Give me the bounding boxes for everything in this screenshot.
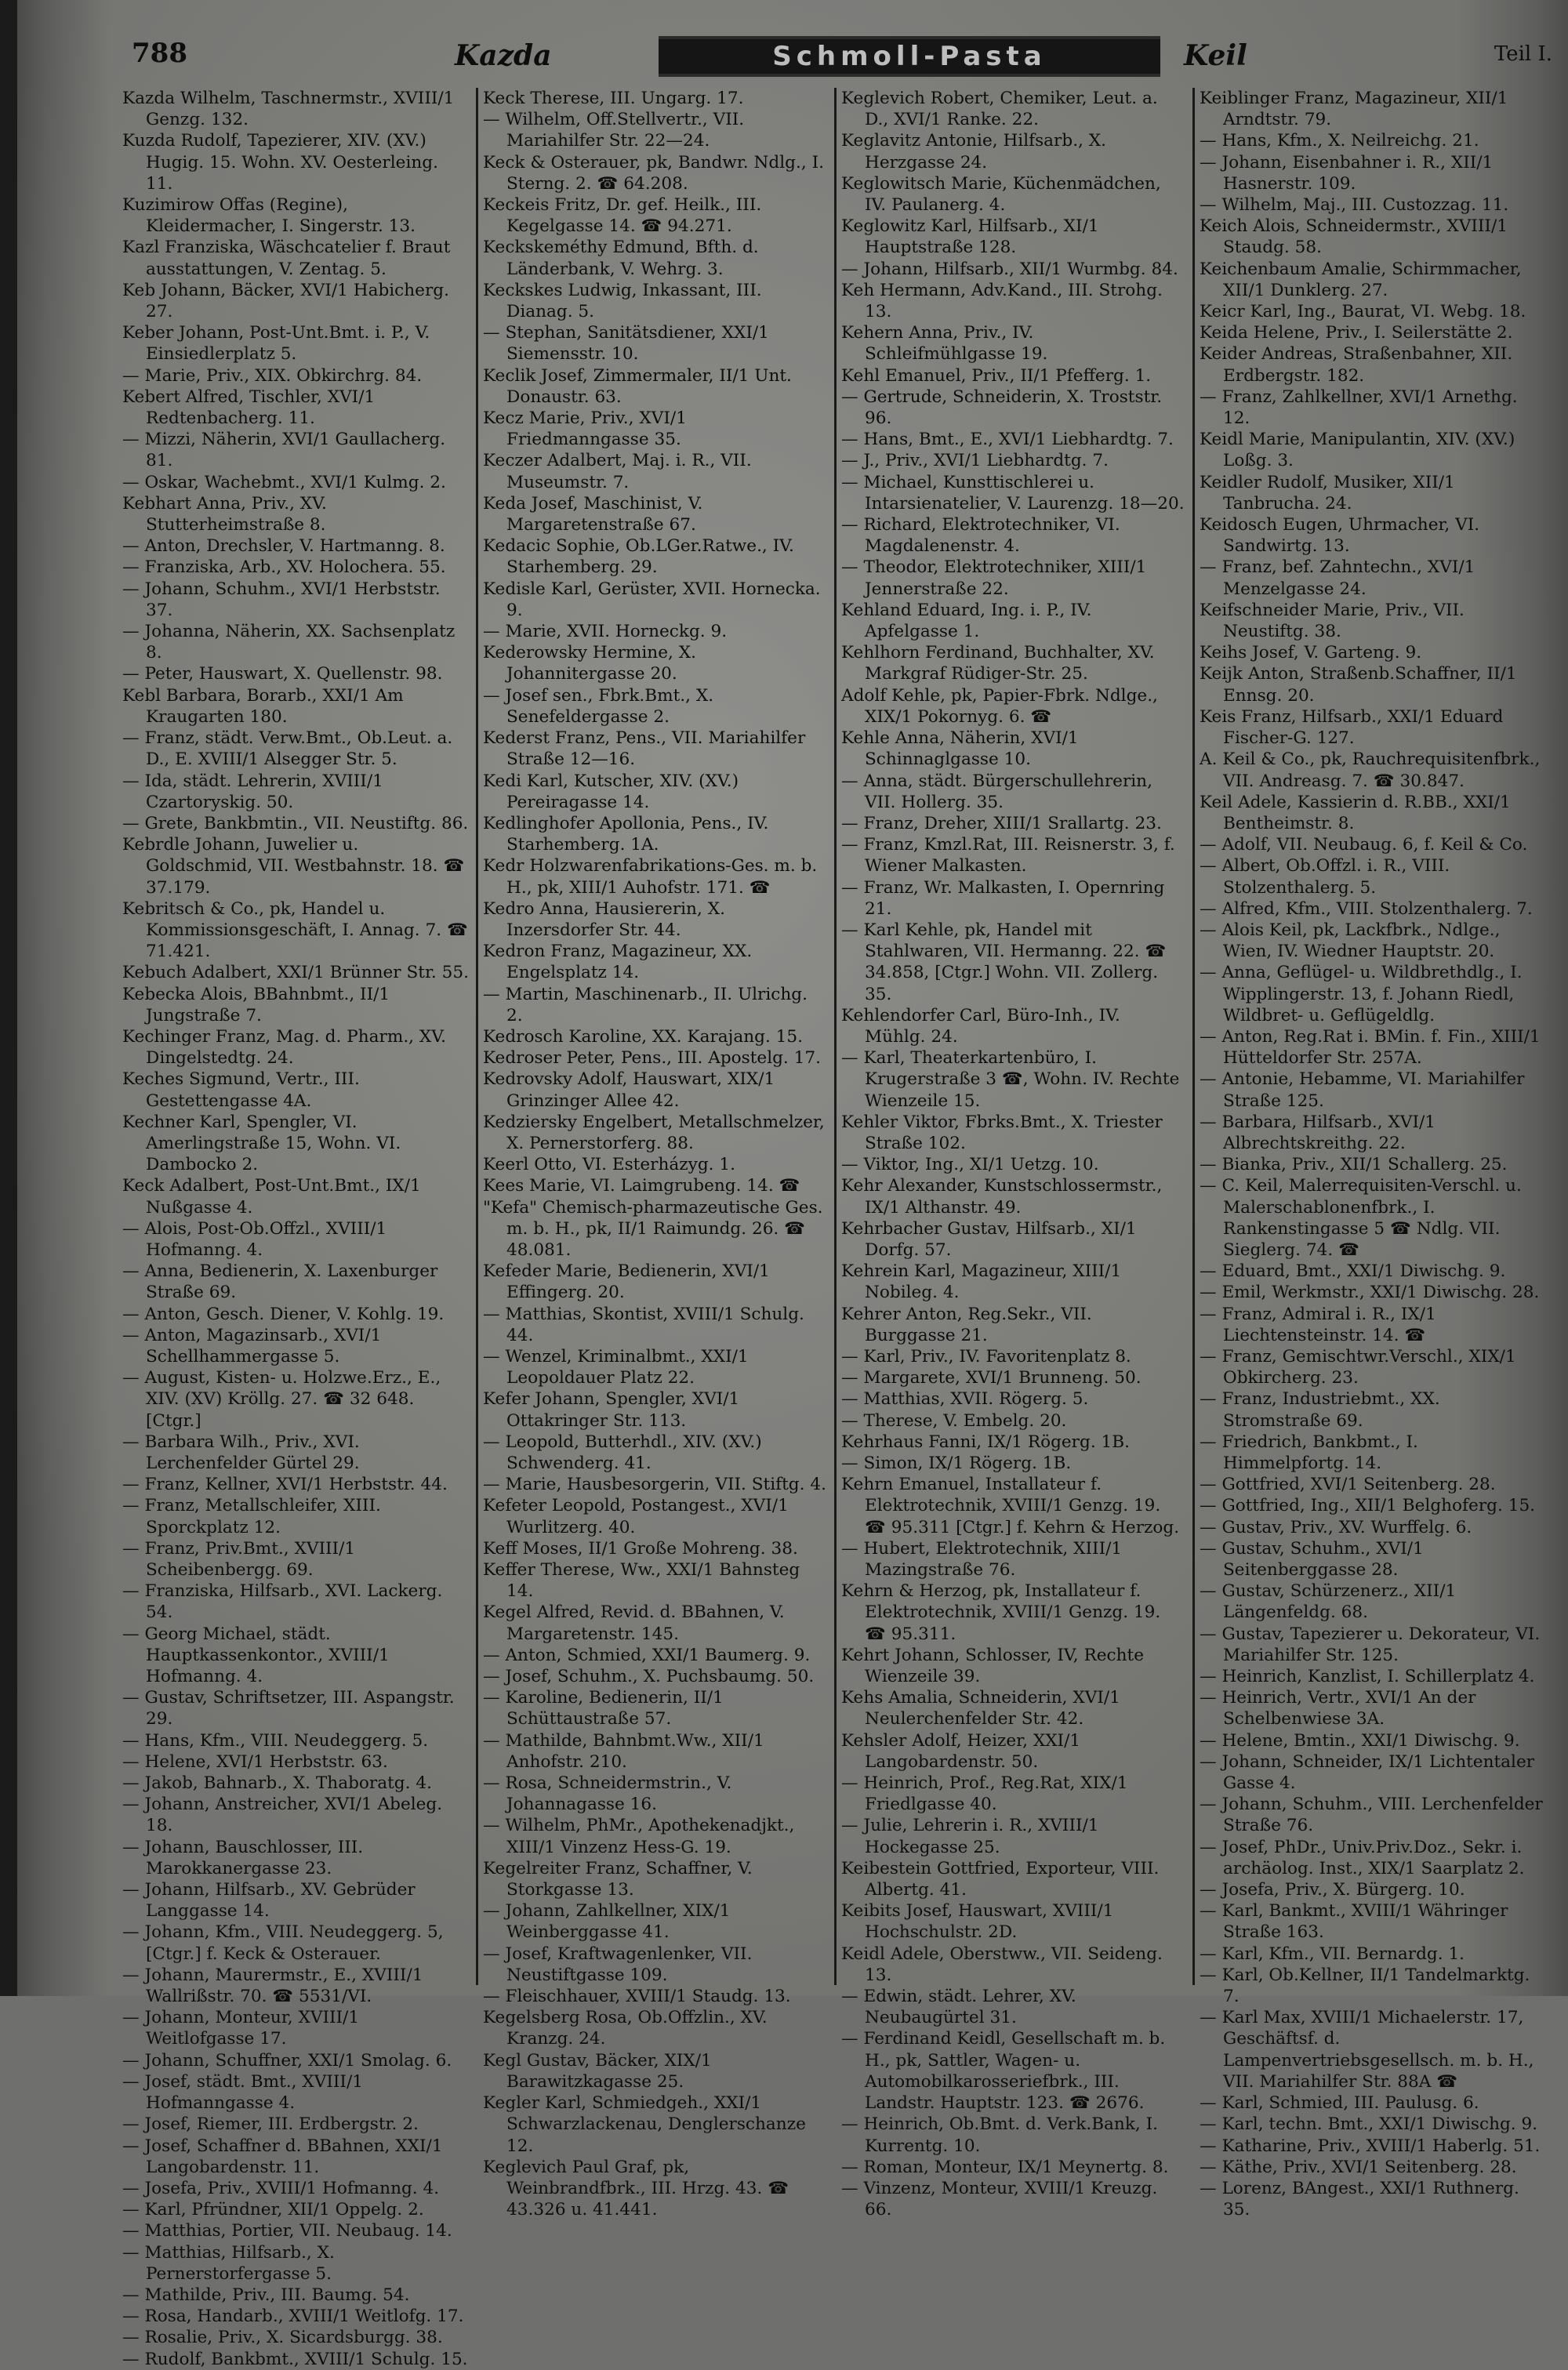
directory-entry: — Josef, städt. Bmt., XVIII/1 Hofmanngasse 4. [122,2071,363,2114]
directory-entry: — Alois, Post-Ob.Offzl., XVIII/1 Hofmanng. 4. [122,1218,387,1260]
directory-entry: Keidl Marie, Manipulantin, XIV. (XV.) Loßg. 3. [1200,430,1515,471]
directory-entry: Kehrhaus Fanni, IX/1 Rögerg. 1B. [841,1432,1131,1452]
directory-entry: Kedziersky Engelbert, Metallschmelzer, X. Pernerstorferg. 88. [483,1112,825,1153]
directory-entry: Keicr Karl, Ing., Baurat, VI. Webg. 18. [1200,302,1526,322]
directory-entry: — Margarete, XVI/1 Brunneng. 50. [841,1368,1142,1388]
directory-entry: — Friedrich, Bankbmt., I. Himmelpfortg. 14. [1200,1432,1418,1473]
directory-entry: Keglevich Robert, Chemiker, Leut. a. D., XVI/1 Ranke. 22. [841,89,1158,130]
directory-entry: — Mathilde, Priv., III. Baumg. 54. [122,2285,410,2305]
directory-entry: Kehlendorfer Carl, Büro-Inh., IV. Mühlg. 24. [841,1005,1120,1047]
directory-entry: — Johann, Hilfsarb., XV. Gebrüder Langgasse 14. [122,1880,416,1922]
directory-entry: — Helene, XVI/1 Herbststr. 63. [122,1751,388,1772]
directory-entry: — Johann, Anstreicher, XVI/1 Abeleg. 18. [122,1795,443,1836]
directory-entry: — Hans, Bmt., E., XVI/1 Liebhardtg. 7. [841,430,1174,450]
directory-entry: — Heinrich, Vertr., XVI/1 An der Schelbenwiese 3A. [1200,1688,1476,1729]
directory-entry: — Barbara Wilh., Priv., XVI. Lerchenfelder Gürtel 29. [122,1432,360,1473]
directory-entry: — Johann, Eisenbahner i. R., XII/1 Hasnerstr. 109. [1200,152,1494,194]
directory-entry: — Johann, Zahlkellner, XIX/1 Weinberggasse 41. [483,1901,731,1943]
directory-entry: Keibits Josef, Hauswart, XVIII/1 Hochschulstr. 2D. [841,1901,1114,1943]
directory-entry: Kebrdle Johann, Juwelier u. Goldschmid, VII. Westbahnstr. 18. ☎ 37.179. [122,835,465,898]
directory-entry: Keda Josef, Maschinist, V. Margaretenstraße 67. [483,493,703,535]
directory-entry: — Karoline, Bedienerin, II/1 Schüttaustraße 57. [483,1688,724,1729]
directory-entry: Kehrn & Herzog, pk, Installateur f. Elektrotechnik, XVIII/1 Genzg. 19. ☎ 95.311. [841,1581,1161,1644]
directory-entry: — Emil, Werkmstr., XXI/1 Diwischg. 28. [1200,1283,1540,1303]
directory-entry: Keidl Adele, Oberstww., VII. Seideng. 13. [841,1944,1163,1985]
directory-entry: — Hans, Kfm., X. Neilreichg. 21. [1200,131,1479,151]
directory-entry: Keerl Otto, VI. Esterházyg. 1. [483,1155,735,1175]
directory-entry: — Johann, Maurermstr., E., XVIII/1 Wallrißstr. 70. ☎ 5531/VI. [122,1965,423,2007]
directory-entry: A. Keil & Co., pk, Rauchrequisitenfbrk., VII. Andreasg. 7. ☎ 30.847. [1200,749,1541,791]
directory-entry: Kehlhorn Ferdinand, Buchhalter, XV. Markgraf Rüdiger-Str. 25. [841,643,1155,684]
directory-entry: Keida Helene, Priv., I. Seilerstätte 2. [1200,323,1513,343]
directory-entry: Keidosch Eugen, Uhrmacher, VI. Sandwirtg. 13. [1200,515,1480,557]
directory-entry: Kehern Anna, Priv., IV. Schleifmühlgasse 19. [841,323,1048,365]
directory-columns [118,88,1552,2369]
part-label: Teil I. [1494,42,1552,66]
directory-entry: "Kefa" Chemisch-pharmazeutische Ges. m. b. H., pk, II/1 Raimundg. 26. ☎ 48.081. [483,1197,823,1260]
directory-entry: Kedisle Karl, Gerüster, XVII. Hornecka. 9. [483,579,821,620]
directory-entry: — Heinrich, Kanzlist, I. Schillerplatz 4. [1200,1667,1535,1687]
directory-entry: Kedron Franz, Magazineur, XX. Engelsplatz 14. [483,942,753,983]
directory-entry: — Rudolf, Bankbmt., XVIII/1 Schulg. 15. [122,2349,468,2369]
directory-entry: — Johann, Hilfsarb., XII/1 Wurmbg. 84. [841,259,1178,279]
directory-entry: Kehler Viktor, Fbrks.Bmt., X. Triester Straße 102. [841,1112,1163,1153]
directory-entry: — Anton, Reg.Rat i. BMin. f. Fin., XIII/1 Hütteldorfer Str. 257A. [1200,1026,1541,1069]
directory-entry: — Gottfried, Ing., XII/1 Belghoferg. 15. [1200,1496,1536,1516]
directory-entry: Kedro Anna, Hausiererin, X. Inzersdorfer Str. 44. [483,898,725,940]
directory-entry: — Franz, Wr. Malkasten, I. Opernring 21. [841,877,1165,919]
binding-edge [0,0,17,1996]
directory-entry: — Karl Max, XVIII/1 Michaelerstr. 17, Geschäftsf. d. Lampenvertriebsgesellsch. m. b. H., VII. Mariahilfer Str. 88A ☎ [1200,2008,1534,2092]
directory-entry: — Johann, Schuhm., XVI/1 Herbststr. 37. [122,579,441,620]
directory-entry: — Franz, Kmzl.Rat, III. Reisnerstr. 3, f. Wiener Malkasten. [841,835,1175,877]
directory-entry: — Georg Michael, städt. Hauptkassenkontor., XVIII/1 Hofmanng. 4. [122,1624,390,1687]
directory-entry: Kuzda Rudolf, Tapezierer, XIV. (XV.) Hugig. 15. Wohn. XV. Oesterleing. 11. [122,131,438,194]
directory-entry: — Josef, Kraftwagenlenker, VII. Neustiftgasse 109. [483,1944,753,1985]
page-number: 788 [132,38,187,69]
directory-entry: Kehrer Anton, Reg.Sekr., VII. Burggasse 21. [841,1304,1092,1345]
directory-entry: — Karl, Kfm., VII. Bernardg. 1. [1200,1944,1465,1964]
directory-entry: — Johann, Bauschlosser, III. Marokkanergasse 23. [122,1837,364,1878]
directory-entry: Keglowitz Karl, Hilfsarb., XI/1 Hauptstraße 128. [841,216,1099,258]
directory-entry: — Mizzi, Näherin, XVI/1 Gaullacherg. 81. [122,430,446,471]
directory-entry: — Rosa, Handarb., XVIII/1 Weitlofg. 17. [122,2306,464,2327]
directory-entry: Keichenbaum Amalie, Schirmmacher, XII/1 Dunklerg. 27. [1200,259,1522,300]
directory-entry: — Ida, städt. Lehrerin, XVIII/1 Czartoryskig. 50. [122,771,383,812]
directory-entry: — Anna, Geflügel- u. Wildbrethdlg., I. Wipplingerstr. 13, f. Johann Riedl, Wildbret- u. Geflügeldlg. [1200,963,1523,1025]
directory-entry: — Karl, Priv., IV. Favoritenplatz 8. [841,1346,1131,1366]
directory-entry: Kechinger Franz, Mag. d. Pharm., XV. Dingelstedtg. 24. [122,1026,446,1069]
directory-entry: — Karl, Theaterkartenbüro, I. Krugerstraße 3 ☎, Wohn. IV. Rechte Wienzeile 15. [841,1048,1180,1111]
directory-entry: Keckskes Ludwig, Inkassant, III. Dianag. 5. [483,280,762,322]
directory-entry: Keider Andreas, Straßenbahner, XII. Erdbergstr. 182. [1200,344,1513,386]
directory-entry: Keck & Osterauer, pk, Bandwr. Ndlg., I. Sterng. 2. ☎ 64.208. [483,152,824,194]
directory-entry: — Katharine, Priv., XVIII/1 Haberlg. 51. [1200,2136,1541,2156]
directory-entry: Kefeder Marie, Bedienerin, XVI/1 Effingerg. 20. [483,1261,770,1303]
directory-entry: — Julie, Lehrerin i. R., XVIII/1 Hockegasse 25. [841,1816,1099,1857]
directory-entry: Keb Johann, Bäcker, XVI/1 Habicherg. 27. [122,280,449,322]
directory-entry: — Franziska, Hilfsarb., XVI. Lackerg. 54. [122,1581,443,1623]
directory-entry: — Heinrich, Prof., Reg.Rat, XIX/1 Friedlgasse 40. [841,1773,1128,1815]
directory-entry: Kehrt Johann, Schlosser, IV, Rechte Wienzeile 39. [841,1645,1144,1687]
directory-entry: — Johanna, Näherin, XX. Sachsenplatz 8. [122,622,456,663]
directory-entry: — Karl, Pfründner, XII/1 Oppelg. 2. [122,2200,424,2220]
directory-entry: — Josef sen., Fbrk.Bmt., X. Senefeldergasse 2. [483,685,714,727]
directory-entry: — Marie, XVII. Horneckg. 9. [483,622,728,642]
directory-entry: — Michael, Kunsttischlerei u. Intarsienatelier, V. Laurenzg. 18—20. [841,472,1185,514]
directory-entry: — Gustav, Tapezierer u. Dekorateur, VI. Mariahilfer Str. 125. [1200,1624,1541,1665]
directory-entry: — Bianka, Priv., XII/1 Schallerg. 25. [1200,1155,1508,1175]
directory-entry: Kehland Eduard, Ing. i. P., IV. Apfelgasse 1. [841,600,1092,642]
directory-entry: — Hubert, Elektrotechnik, XIII/1 Mazingstraße 76. [841,1538,1123,1581]
directory-entry: Kedroser Peter, Pens., III. Apostelg. 17. [483,1048,821,1069]
directory-entry: Kegelsberg Rosa, Ob.Offzlin., XV. Kranzg. 24. [483,2008,768,2049]
directory-entry: — August, Kisten- u. Holzwe.Erz., E., XIV. (XV) Kröllg. 27. ☎ 32 648. [Ctgr.] [122,1368,441,1431]
directory-entry: — Anna, städt. Bürgerschullehrerin, VII. Hollerg. 35. [841,771,1152,812]
column-4 [1192,88,1551,2220]
directory-entry: — Marie, Priv., XIX. Obkirchrg. 84. [122,365,423,386]
directory-entry: Keil Adele, Kassierin d. R.BB., XXI/1 Bentheimstr. 8. [1200,792,1511,833]
directory-entry: — Franz, Zahlkellner, XVI/1 Arnethg. 12. [1200,387,1518,429]
directory-entry: — Franz, bef. Zahntechn., XVI/1 Menzelgasse 24. [1200,557,1475,599]
column-2 [476,88,834,2220]
directory-entry: Keches Sigmund, Vertr., III. Gestettengasse 4A. [122,1069,360,1111]
directory-entry: Keglowitsch Marie, Küchenmädchen, IV. Paulanerg. 4. [841,173,1161,216]
directory-entry: Kebritsch & Co., pk, Handel u. Kommissionsgeschäft, I. Annag. 7. ☎ 71.421. [122,898,468,962]
directory-entry: Kecz Marie, Priv., XVI/1 Friedmanngasse 35. [483,408,687,450]
directory-entry: Kegler Karl, Schmiedgeh., XXI/1 Schwarzlackenau, Denglerschanze 12. [483,2093,806,2156]
directory-entry: Kehrbacher Gustav, Hilfsarb., XI/1 Dorfg. 57. [841,1218,1137,1260]
directory-entry: — Heinrich, Ob.Bmt. d. Verk.Bank, I. Kurrentg. 10. [841,2114,1159,2156]
guide-word-left: Kazda [455,39,552,72]
directory-entry: — Wilhelm, Off.Stellvertr., VII. Mariahilfer Str. 22—24. [483,110,745,151]
directory-entry: Keglevich Paul Graf, pk, Weinbrandfbrk., III. Hrzg. 43. ☎ 43.326 u. 41.441. [483,2157,789,2220]
directory-entry: — Josefa, Priv., XVIII/1 Hofmanng. 4. [122,2178,440,2198]
directory-entry: — Johann, Schuffner, XXI/1 Smolag. 6. [122,2050,452,2071]
directory-entry: Kebhart Anna, Priv., XV. Stutterheimstraße 8. [122,493,327,535]
directory-entry: Kebert Alfred, Tischler, XVI/1 Redtenbacherg. 11. [122,387,376,429]
directory-entry: — Vinzenz, Monteur, XVIII/1 Kreuzg. 66. [841,2178,1158,2220]
directory-entry: Keclik Josef, Zimmermaler, II/1 Unt. Donaustr. 63. [483,365,792,407]
directory-entry: — Franz, Metallschleifer, XIII. Sporckplatz 12. [122,1496,381,1537]
directory-entry: — Gottfried, XVI/1 Seitenberg. 28. [1200,1475,1496,1495]
directory-entry: — Stephan, Sanitätsdiener, XXI/1 Siemensstr. 10. [483,323,769,365]
directory-entry: — Oskar, Wachebmt., XVI/1 Kulmg. 2. [122,472,446,492]
directory-entry: — Anna, Bedienerin, X. Laxenburger Straße 69. [122,1261,438,1303]
directory-entry: Kebuch Adalbert, XXI/1 Brünner Str. 55. [122,963,469,983]
directory-entry: Keiblinger Franz, Magazineur, XII/1 Arndtstr. 79. [1200,89,1508,130]
directory-entry: — Franz, Dreher, XIII/1 Srallartg. 23. [841,813,1162,833]
directory-entry: — Helene, Bmtin., XXI/1 Diwischg. 9. [1200,1730,1520,1751]
guide-word-right: Keil [1184,39,1247,72]
directory-entry: — Martin, Maschinenarb., II. Ulrichg. 2. [483,984,808,1025]
directory-entry: — Theodor, Elektrotechniker, XIII/1 Jennerstraße 22. [841,557,1147,599]
directory-entry: — Josef, Riemer, III. Erdbergstr. 2. [122,2114,419,2135]
directory-entry: — Fleischhauer, XVIII/1 Staudg. 13. [483,1987,791,2007]
directory-entry: — Johann, Schuhm., VIII. Lerchenfelder Straße 76. [1200,1795,1543,1836]
directory-entry: — Adolf, VII. Neubaug. 6, f. Keil & Co. [1200,835,1528,855]
directory-entry: — Franz, Priv.Bmt., XVIII/1 Scheibenbergg. 69. [122,1538,356,1581]
directory-entry: — Eduard, Bmt., XXI/1 Diwischg. 9. [1200,1261,1506,1282]
directory-entry: Keber Johann, Post-Unt.Bmt. i. P., V. Einsiedlerplatz 5. [122,323,430,365]
directory-entry: — Wilhelm, Maj., III. Custozzag. 11. [1200,195,1509,216]
directory-entry: — Ferdinand Keidl, Gesellschaft m. b. H., pk, Sattler, Wagen- u. Automobilkarosseriefbrk., III. Landstr. Hauptstr. 123. ☎ 2676. [841,2029,1166,2114]
directory-entry: Kefeter Leopold, Postangest., XVI/1 Wurlitzerg. 40. [483,1496,789,1537]
directory-entry: — Josefa, Priv., X. Bürgerg. 10. [1200,1880,1465,1900]
directory-entry: Kedrovsky Adolf, Hauswart, XIX/1 Grinzinger Allee 42. [483,1069,775,1111]
directory-entry: — Johann, Kfm., VIII. Neudeggerg. 5, [Ctgr.] f. Keck & Osterauer. [122,1922,444,1964]
directory-entry: Keh Hermann, Adv.Kand., III. Strohg. 13. [841,280,1163,322]
directory-entry: — Karl Kehle, pk, Handel mit Stahlwaren, VII. Hermanng. 22. ☎ 34.858, [Ctgr.] Wohn. VII. Zollerg. 35. [841,920,1167,1004]
directory-entry: — Jakob, Bahnarb., X. Thaboratg. 4. [122,1773,432,1794]
directory-entry: — Karl, Schmied, III. Paulusg. 6. [1200,2093,1479,2114]
directory-entry: Keckskeméthy Edmund, Bfth. d. Länderbank, V. Wehrg. 3. [483,238,759,279]
directory-entry: — Lorenz, BAngest., XXI/1 Ruthnerg. 35. [1200,2178,1519,2220]
directory-entry: Kechner Karl, Spengler, VI. Amerlingstraße 15, Wohn. VI. Dambocko 2. [122,1112,401,1175]
directory-entry: — Franz, Kellner, XVI/1 Herbststr. 44. [122,1475,448,1495]
directory-entry: Keff Moses, II/1 Große Mohreng. 38. [483,1538,798,1559]
directory-entry: Keck Therese, III. Ungarg. 17. [483,89,744,108]
directory-entry: Kederowsky Hermine, X. Johannitergasse 20. [483,643,696,684]
directory-entry: Kazl Franziska, Wäschcatelier f. Braut ausstattungen, V. Zentag. 5. [122,238,451,279]
directory-entry: — Edwin, städt. Lehrer, XV. Neubaugürtel 31. [841,1987,1076,2028]
directory-entry: Keglavitz Antonie, Hilfsarb., X. Herzgasse 24. [841,131,1107,172]
directory-entry: Adolf Kehle, pk, Papier-Fbrk. Ndlge., XIX/1 Pokornyg. 6. ☎ [841,685,1158,727]
directory-entry: — Albert, Ob.Offzl. i. R., VIII. Stolzenthalerg. 5. [1200,856,1450,898]
directory-entry: — Josef, Schuhm., X. Puchsbaumg. 50. [483,1667,815,1687]
directory-entry: — Käthe, Priv., XVI/1 Seitenberg. 28. [1200,2157,1517,2177]
directory-entry: Kedlinghofer Apollonia, Pens., IV. Starhemberg. 1A. [483,813,769,855]
directory-entry: Kehl Emanuel, Priv., II/1 Pfefferg. 1. [841,365,1152,386]
directory-entry: — Gertrude, Schneiderin, X. Troststr. 96. [841,387,1163,429]
directory-entry: Kehrein Karl, Magazineur, XIII/1 Nobileg. 4. [841,1261,1122,1303]
column-3 [834,88,1192,2220]
directory-entry: Keidler Rudolf, Musiker, XII/1 Tanbrucha. 24. [1200,472,1455,514]
directory-entry: — Rosalie, Priv., X. Sicardsburgg. 38. [122,2328,443,2348]
directory-entry: — Matthias, XVII. Rögerg. 5. [841,1389,1089,1410]
column-1 [118,88,476,2369]
directory-entry: — Franz, Admiral i. R., IX/1 Liechtensteinstr. 14. ☎ [1200,1304,1436,1345]
directory-entry: — Wilhelm, PhMr., Apothekenadjkt., XIII/1 Vinzenz Hess-G. 19. [483,1816,795,1857]
directory-entry: — Karl, Ob.Kellner, II/1 Tandelmarktg. 7. [1200,1965,1530,2007]
directory-entry: Kebl Barbara, Borarb., XXI/1 Am Kraugarten 180. [122,685,404,727]
directory-entry: Kuzimirow Offas (Regine), Kleidermacher, I. Singerstr. 13. [122,195,416,237]
directory-entry: Kefer Johann, Spengler, XVI/1 Ottakringer Str. 113. [483,1389,740,1431]
directory-entry: Kehle Anna, Näherin, XVI/1 Schinnaglgasse 10. [841,728,1079,770]
directory-entry: — Viktor, Ing., XI/1 Uetzg. 10. [841,1155,1099,1175]
directory-entry: — Anton, Drechsler, V. Hartmanng. 8. [122,536,445,557]
directory-entry: — Rosa, Schneidermstrin., V. Johannagasse 16. [483,1773,732,1815]
directory-entry: — Roman, Monteur, IX/1 Meynertg. 8. [841,2157,1169,2177]
directory-entry: Kedacic Sophie, Ob.LGer.Ratwe., IV. Starhemberg. 29. [483,536,794,578]
directory-entry: — Therese, V. Embelg. 20. [841,1410,1067,1431]
page-header [118,31,1552,86]
directory-entry: — Mathilde, Bahnbmt.Ww., XII/1 Anhofstr. 210. [483,1730,764,1772]
directory-entry: — Gustav, Schuhm., XVI/1 Seitenberggasse 28. [1200,1538,1424,1581]
directory-entry: — Hans, Kfm., VIII. Neudeggerg. 5. [122,1730,429,1751]
directory-entry: — Karl, Bankmt., XVIII/1 Währinger Straße 163. [1200,1901,1508,1943]
directory-entry: Kebecka Alois, BBahnbmt., II/1 Jungstraße 7. [122,984,390,1025]
directory-entry: Kedrosch Karoline, XX. Karajang. 15. [483,1026,804,1047]
directory-entry: — Matthias, Hilfsarb., X. Pernerstorfergasse 5. [122,2242,335,2284]
directory-entry: Kedi Karl, Kutscher, XIV. (XV.) Pereiragasse 14. [483,771,739,812]
directory-entry: Kedr Holzwarenfabrikations-Ges. m. b. H., pk, XIII/1 Auhofstr. 171. ☎ [483,856,818,898]
directory-entry: — Anton, Gesch. Diener, V. Kohlg. 19. [122,1304,445,1324]
directory-entry: Kegel Alfred, Revid. d. BBahnen, V. Margaretenstr. 145. [483,1602,785,1644]
directory-entry: — Simon, IX/1 Rögerg. 1B. [841,1454,1072,1473]
directory-entry: Kegl Gustav, Bäcker, XIX/1 Barawitzkagasse 25. [483,2050,712,2092]
directory-entry: — Franz, Industriebmt., XX. Stromstraße 69. [1200,1389,1440,1431]
directory-entry: — J., Priv., XVI/1 Liebhardtg. 7. [841,451,1109,471]
directory-entry: — Marie, Hausbesorgerin, VII. Stiftg. 4. [483,1475,826,1495]
directory-entry: Keijk Anton, Straßenb.Schaffner, II/1 Ennsg. 20. [1200,664,1517,706]
directory-entry: Kederst Franz, Pens., VII. Mariahilfer Straße 12—16. [483,728,806,770]
directory-entry: — Karl, techn. Bmt., XXI/1 Diwischg. 9. [1200,2114,1538,2135]
directory-entry: — Wenzel, Kriminalbmt., XXI/1 Leopoldauer Platz 22. [483,1346,749,1388]
directory-entry: — C. Keil, Malerrequisiten-Verschl. u. Malerschablonenfbrk., I. Rankenstingasse 5 ☎ Ndlg. VII. Sieglerg. 74. ☎ [1200,1176,1522,1260]
directory-entry: — Gustav, Schriftsetzer, III. Aspangstr. 29. [122,1688,455,1729]
directory-entry: Keckeis Fritz, Dr. gef. Heilk., III. Kegelgasse 14. ☎ 94.271. [483,195,762,237]
directory-entry: Keck Adalbert, Post-Unt.Bmt., IX/1 Nußgasse 4. [122,1176,421,1218]
directory-entry: — Johann, Schneider, IX/1 Lichtentaler Gasse 4. [1200,1751,1535,1794]
directory-entry: — Leopold, Butterhdl., XIV. (XV.) Schwenderg. 41. [483,1432,762,1473]
directory-entry: — Gustav, Priv., XV. Wurffelg. 6. [1200,1517,1472,1537]
directory-entry: — Alois Keil, pk, Lackfbrk., Ndlge., Wien, IV. Wiedner Hauptstr. 20. [1200,920,1501,962]
directory-entry: — Barbara, Hilfsarb., XVI/1 Albrechtskreithg. 22. [1200,1112,1436,1153]
directory-entry: — Matthias, Portier, VII. Neubaug. 14. [122,2221,452,2241]
directory-entry: Keihs Josef, V. Garteng. 9. [1200,643,1422,663]
directory-entry: — Josef, Schaffner d. BBahnen, XXI/1 Langobardenstr. 11. [122,2136,443,2177]
directory-entry: Kees Marie, VI. Laimgrubeng. 14. ☎ [483,1176,800,1196]
directory-entry: Kehr Alexander, Kunstschlossermstr., IX/1 Althanstr. 49. [841,1176,1163,1218]
directory-entry: — Franz, städt. Verw.Bmt., Ob.Leut. a. D., E. XVIII/1 Alsegger Str. 5. [122,728,453,770]
directory-entry: — Antonie, Hebamme, VI. Mariahilfer Straße 125. [1200,1069,1525,1111]
directory-entry: Keczer Adalbert, Maj. i. R., VII. Museumstr. 7. [483,451,752,492]
directory-entry: Kazda Wilhelm, Taschnermstr., XVIII/1 Genzg. 132. [122,89,455,130]
directory-entry: — Franziska, Arb., XV. Holochera. 55. [122,557,446,578]
directory-entry: — Richard, Elektrotechniker, VI. Magdalenenstr. 4. [841,515,1120,557]
directory-entry: — Gustav, Schürzenerz., XII/1 Längenfeldg. 68. [1200,1581,1457,1623]
directory-entry: Kehrn Emanuel, Installateur f. Elektrotechnik, XVIII/1 Genzg. 19. ☎ 95.311 [Ctgr.] f. Kehrn & Herzog. [841,1475,1180,1537]
directory-entry: — Alfred, Kfm., VIII. Stolzenthalerg. 7. [1200,898,1533,919]
directory-entry: — Johann, Monteur, XVIII/1 Weitlofgasse 17. [122,2008,360,2049]
directory-entry: Keibestein Gottfried, Exporteur, VIII. Albertg. 41. [841,1858,1160,1900]
advert-banner: Schmoll-Pasta [659,36,1160,77]
directory-entry: — Peter, Hauswart, X. Quellenstr. 98. [122,664,443,684]
directory-entry: Kehsler Adolf, Heizer, XXI/1 Langobardenstr. 50. [841,1730,1081,1772]
directory-entry: — Grete, Bankbmtin., VII. Neustiftg. 86. [122,813,469,833]
directory-entry: Keich Alois, Schneidermstr., XVIII/1 Staudg. 58. [1200,216,1508,258]
directory-entry: Keffer Therese, Ww., XXI/1 Bahnsteg 14. [483,1560,800,1602]
directory-entry: Keis Franz, Hilfsarb., XXI/1 Eduard Fischer-G. 127. [1200,706,1504,749]
directory-entry: — Matthias, Skontist, XVIII/1 Schulg. 44. [483,1304,804,1345]
directory-entry: Keifschneider Marie, Priv., VII. Neustiftg. 38. [1200,600,1465,642]
directory-entry: — Josef, PhDr., Univ.Priv.Doz., Sekr. i. archäolog. Inst., XIX/1 Saarplatz 2. [1200,1837,1525,1878]
directory-entry: — Anton, Schmied, XXI/1 Baumerg. 9. [483,1645,811,1665]
directory-entry: Kehs Amalia, Schneiderin, XVI/1 Neulerchenfelder Str. 42. [841,1688,1120,1729]
directory-entry: — Franz, Gemischtwr.Verschl., XIX/1 Obkircherg. 23. [1200,1346,1516,1388]
directory-entry: — Anton, Magazinsarb., XVI/1 Schellhammergasse 5. [122,1325,382,1366]
directory-entry: Kegelreiter Franz, Schaffner, V. Storkgasse 13. [483,1858,753,1900]
